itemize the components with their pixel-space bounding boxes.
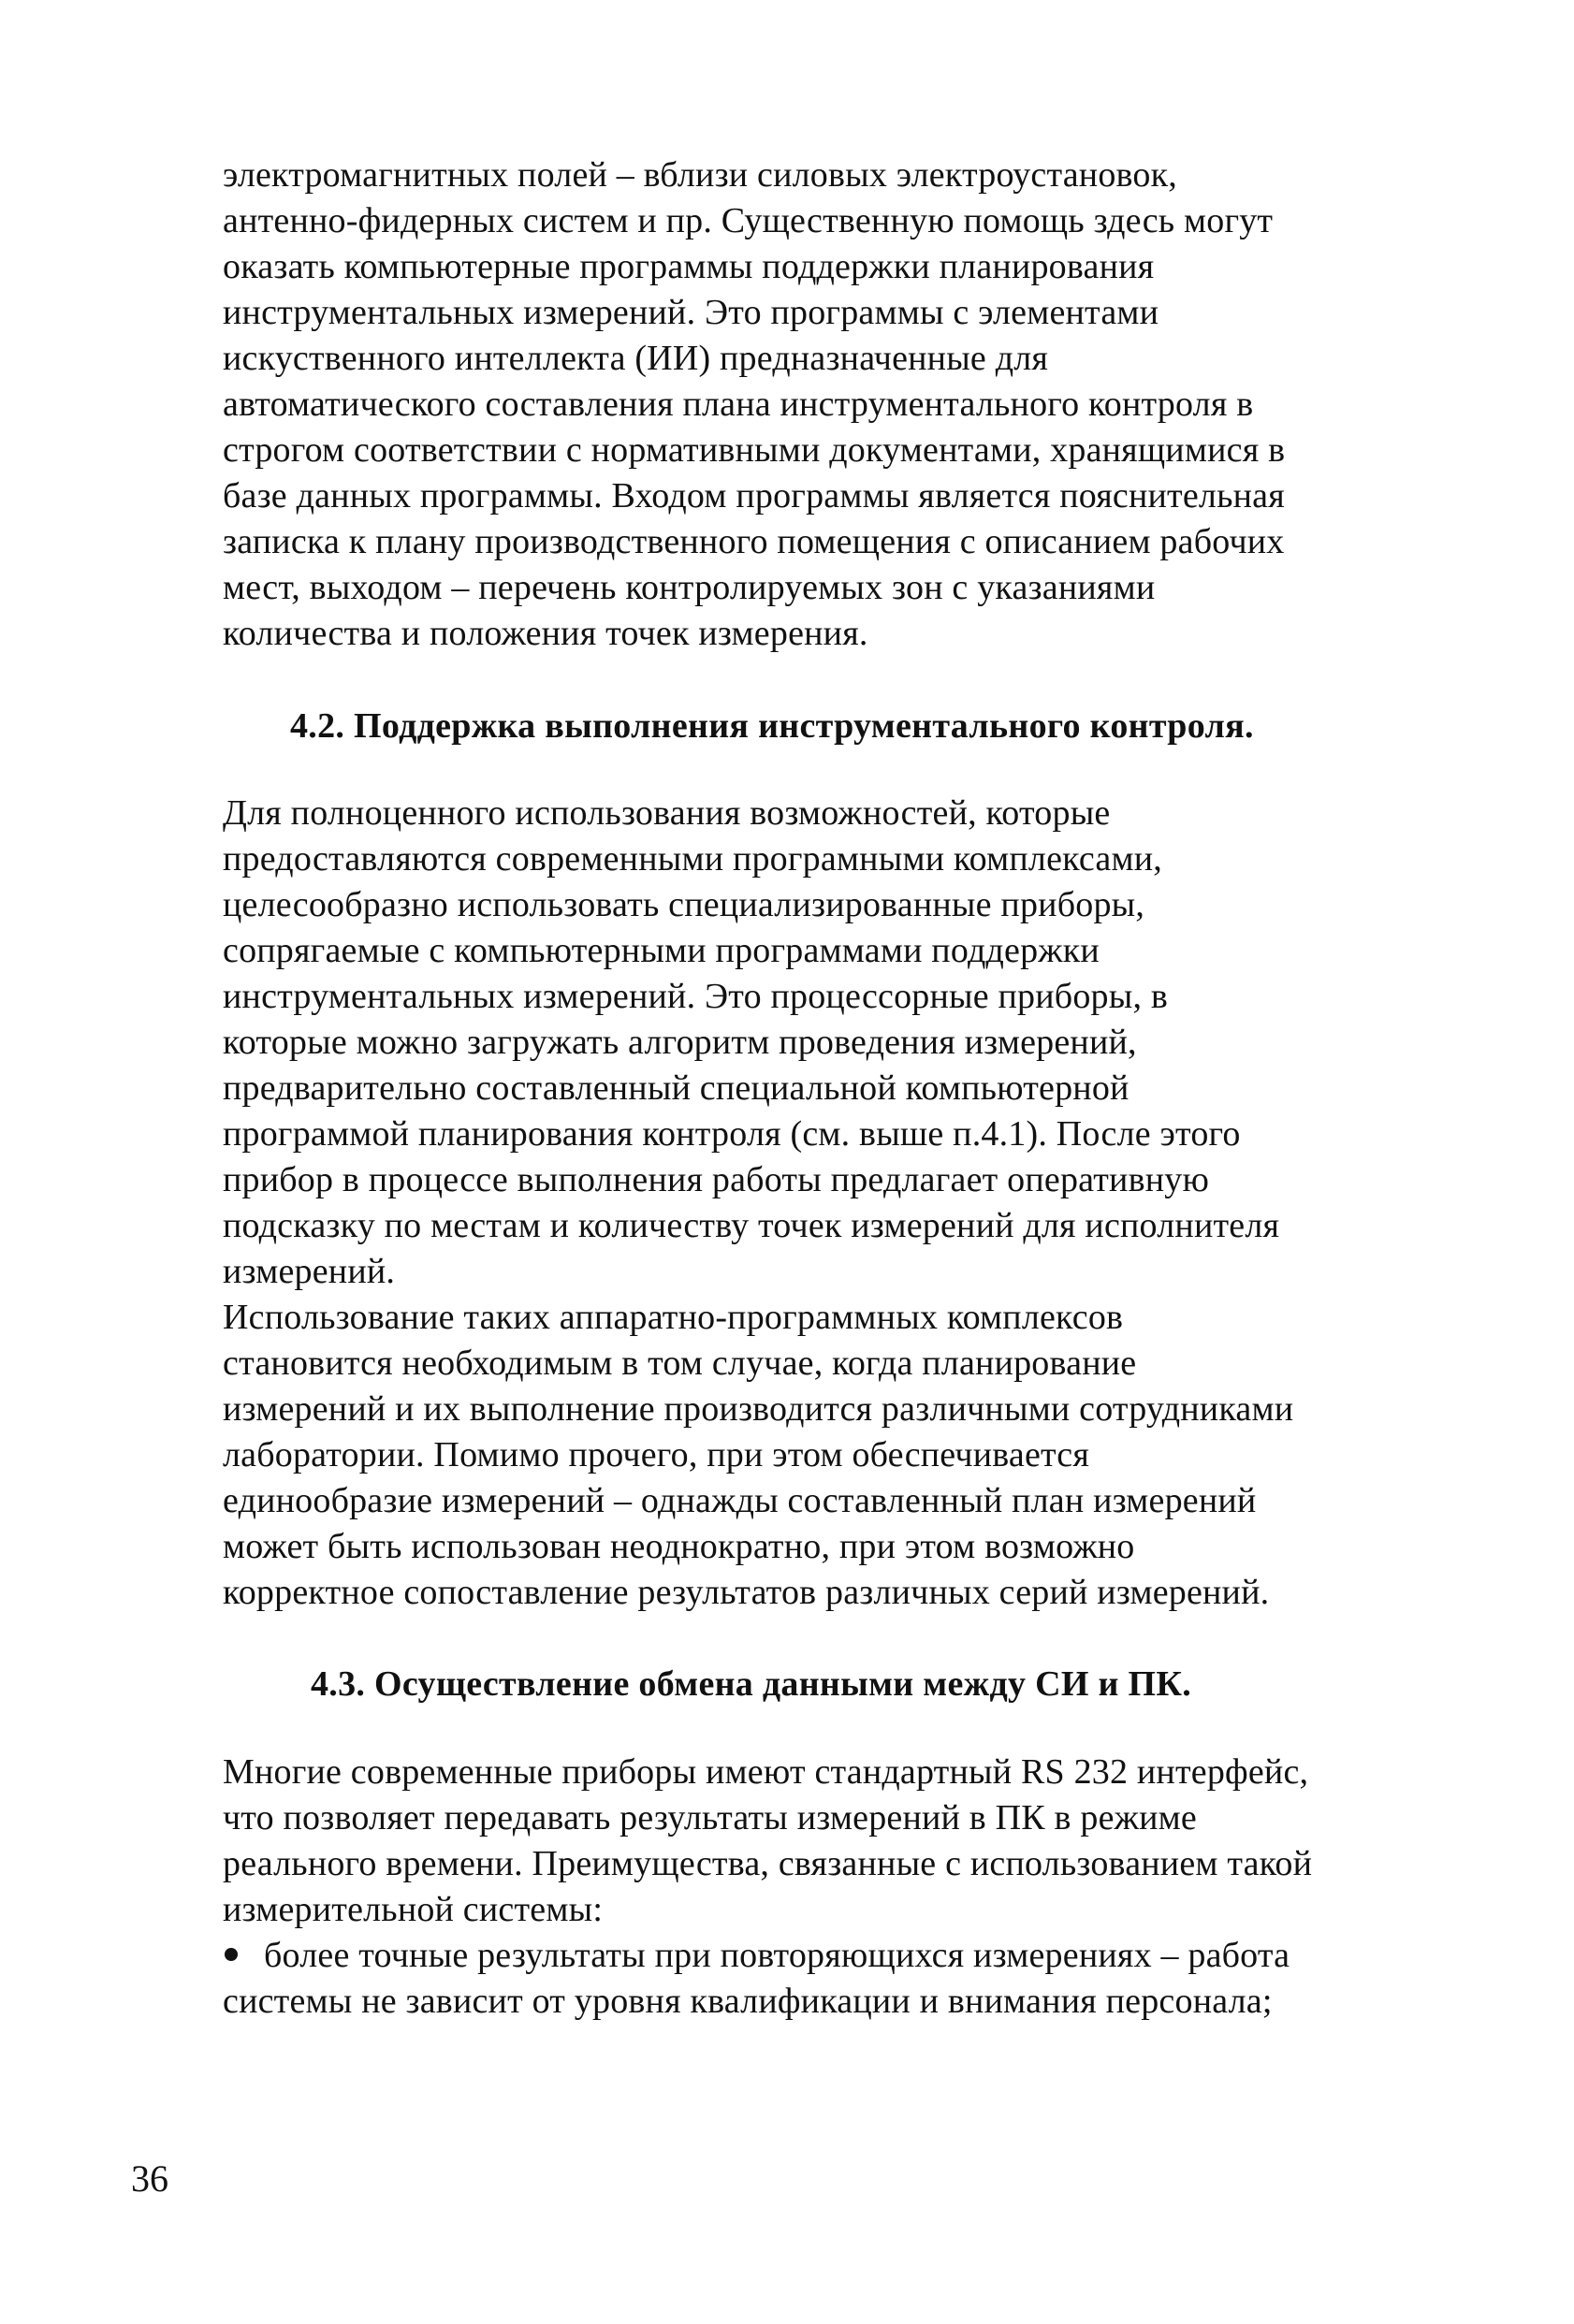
section-heading-4-2: 4.2. Поддержка выполнения инструментального контроля.: [290, 706, 1254, 746]
paragraph-instrumental-control-support: [223, 791, 1430, 1295]
text-line: единообразие измерений – однажды составленный план измерений: [223, 1481, 1257, 1520]
text-line: прибор в процессе выполнения работы предлагает оперативную: [223, 1160, 1210, 1199]
text-line: предварительно составленный специальной компьютерной: [223, 1068, 1129, 1108]
text-line: сопрягаемые с компьютерными программами поддержки: [223, 931, 1100, 970]
paragraph-measurement-planning: [223, 153, 1430, 657]
text-line: становится необходимым в том случае, когда планирование: [223, 1344, 1137, 1383]
paragraph-data-exchange: [223, 1750, 1430, 1933]
paragraph-hardware-software-complexes: [223, 1295, 1430, 1616]
bullet-text: более точные результаты при повторяющихся измерениях – работа: [264, 1936, 1290, 1975]
text-line: автоматического составления плана инструментального контроля в: [223, 385, 1254, 424]
text-line: что позволяет передавать результаты измерений в ПК в режиме: [223, 1798, 1197, 1837]
text-line: измерений.: [223, 1252, 396, 1291]
text-line: подсказку по местам и количеству точек измерений для исполнителя: [223, 1206, 1280, 1245]
text-line: корректное сопоставление результатов различных серий измерений.: [223, 1573, 1270, 1612]
text-line: строгом соответствии с нормативными документами, хранящимися в: [223, 430, 1286, 470]
text-line: электромагнитных полей – вблизи силовых электроустановок,: [223, 155, 1177, 195]
text-line: записка к плану производственного помещения с описанием рабочих: [223, 522, 1285, 561]
bullet-text-line: [223, 1933, 1430, 1979]
text-line: предоставляются современными програмными комплексами,: [223, 839, 1162, 879]
text-line: лаборатории. Помимо прочего, при этом обеспечивается: [223, 1435, 1090, 1474]
text-line: искуственного интеллекта (ИИ) предназначенные для: [223, 339, 1049, 378]
text-line: реального времени. Преимущества, связанные с использованием такой: [223, 1844, 1313, 1883]
page-number: 36: [131, 2157, 168, 2200]
text-line: измерительной системы:: [223, 1890, 604, 1929]
text-line: Использование таких аппаратно-программных комплексов: [223, 1298, 1124, 1337]
text-line: Многие современные приборы имеют стандартный RS 232 интерфейс,: [223, 1752, 1309, 1792]
text-line: базе данных программы. Входом программы является пояснительная: [223, 476, 1285, 516]
text-line: программой планирования контроля (см. выше п.4.1). После этого: [223, 1114, 1241, 1154]
text-line: целесообразно использовать специализированные приборы,: [223, 885, 1145, 924]
text-line: инструментальных измерений. Это программы с элементами: [223, 293, 1159, 332]
bullet-list-item: [223, 1933, 1430, 2025]
section-heading-4-3: 4.3. Осуществление обмена данными между СИ и ПК.: [311, 1664, 1192, 1704]
text-line: Для полноценного использования возможностей, которые: [223, 793, 1111, 833]
text-line: инструментальных измерений. Это процессорные приборы, в: [223, 977, 1169, 1016]
text-line: количества и положения точек измерения.: [223, 614, 868, 653]
text-line: которые можно загружать алгоритм проведения измерений,: [223, 1023, 1137, 1062]
text-line: мест, выходом – перечень контролируемых зон с указаниями: [223, 568, 1156, 607]
text-line: может быть использован неоднократно, при этом возможно: [223, 1527, 1135, 1566]
text-line: антенно-фидерных систем и пр. Существенную помощь здесь могут: [223, 201, 1274, 240]
bullet-text-line: системы не зависит от уровня квалификации и внимания персонала;: [223, 1982, 1273, 2021]
bullet-icon: [225, 1948, 238, 1961]
text-line: измерений и их выполнение производится различными сотрудниками: [223, 1389, 1294, 1429]
text-line: оказать компьютерные программы поддержки планирования: [223, 247, 1155, 286]
